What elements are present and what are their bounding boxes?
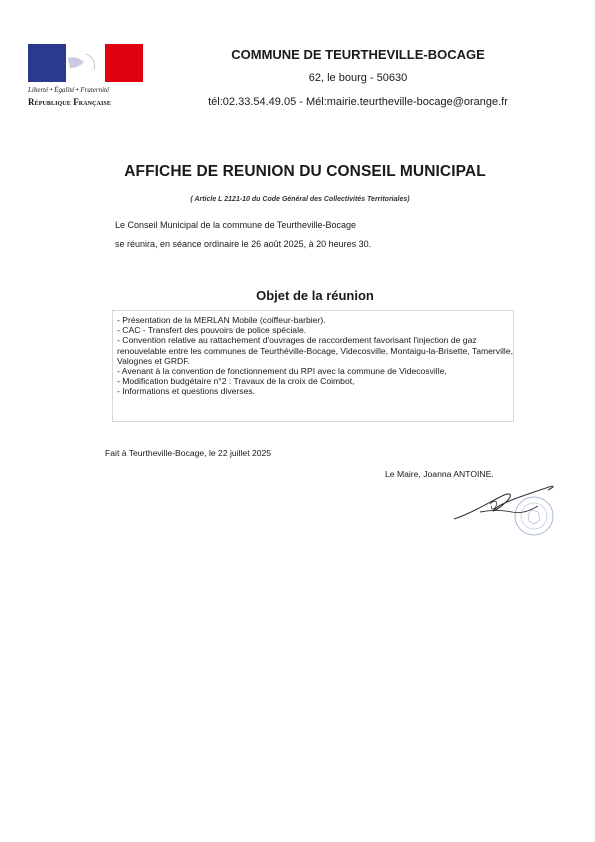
- commune-address: 62, le bourg - 50630: [308, 72, 408, 84]
- agenda-box: [112, 310, 514, 422]
- intro-line-1: Le Conseil Municipal de la commune de Teurtheville-Bocage: [115, 220, 356, 230]
- signature-and-stamp: [450, 474, 565, 544]
- agenda-item: - CAC - Transfert des pouvoirs de police spéciale.: [117, 325, 307, 336]
- marianne-logo: [26, 44, 144, 114]
- agenda-heading: Objet de la réunion: [256, 288, 374, 303]
- logo-republic-label: République Française: [28, 97, 111, 107]
- agenda-item: - Avenant à la convention de fonctionnement du RPI avec la commune de Videcosville,: [117, 366, 447, 377]
- agenda-item: - Présentation de la MERLAN Mobile (coiffeur-barbier).: [117, 315, 326, 325]
- logo-motto: Liberté • Égalité • Fraternité: [28, 86, 110, 94]
- signed-at-date: Fait à Teurtheville-Bocage, le 22 juillet 2025: [105, 448, 272, 458]
- agenda-list: [113, 311, 516, 397]
- agenda-item: - Informations et questions diverses.: [117, 386, 256, 397]
- agenda-item: - Modification budgétaire n°2 : Travaux de la croix de Coimbot,: [117, 376, 355, 387]
- legal-reference: ( Article L 2121-10 du Code Général des Collectivités Territoriales): [190, 196, 410, 203]
- intro-line-2: se réunira, en séance ordinaire le 26 août 2025, à 20 heures 30.: [115, 239, 372, 249]
- commune-name: COMMUNE DE TEURTHEVILLE-BOCAGE: [231, 47, 485, 62]
- commune-contact: tél:02.33.54.49.05 - Mél:mairie.teurtheville-bocage@orange.fr: [208, 96, 508, 108]
- marianne-flag-icon: [28, 44, 143, 82]
- page-title: AFFICHE DE REUNION DU CONSEIL MUNICIPAL: [124, 163, 486, 180]
- mayor-name: Le Maire, Joanna ANTOINE.: [385, 469, 494, 479]
- agenda-item: - Convention relative au rattachement d'ouvrages de raccordement favorisant l'injection de gaz renouvelable entre les communes de Teurthéville-Bocage, Videcosville, Montaigu-la-Brisette, Tamerville, Valognes et GRDF.: [117, 335, 516, 366]
